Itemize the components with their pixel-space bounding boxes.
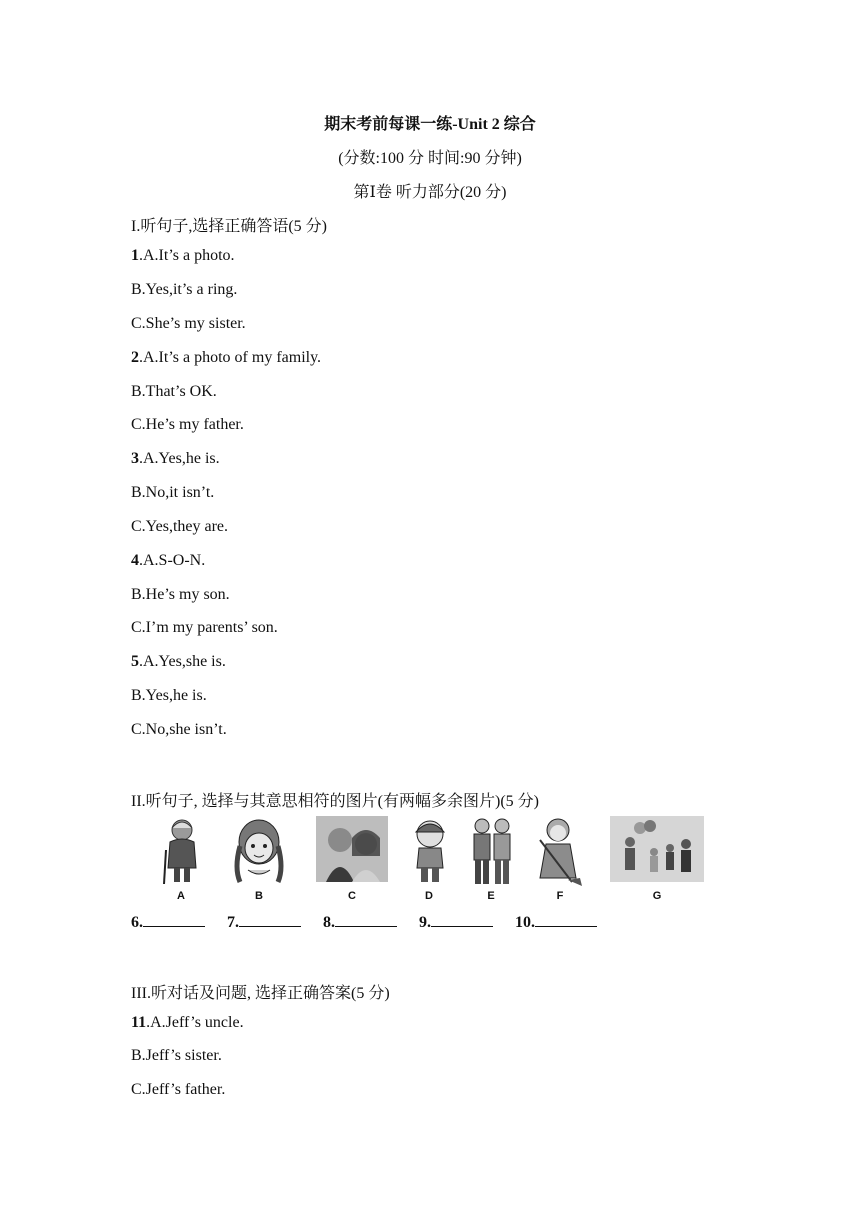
section-3-heading: III.听对话及问题, 选择正确答案(5 分) bbox=[131, 985, 390, 1002]
question-number: 4 bbox=[131, 552, 139, 569]
question-number: 11 bbox=[131, 1014, 147, 1031]
question-4-option-c: C.I’m my parents’ son. bbox=[131, 619, 278, 636]
option-text: .A.It’s a photo. bbox=[139, 247, 235, 264]
picture-label-a: A bbox=[177, 890, 185, 902]
question-4-option-a bbox=[131, 552, 205, 570]
part-heading: 第Ⅰ卷 听力部分(20 分) bbox=[353, 184, 507, 201]
picture-label-e: E bbox=[487, 890, 495, 902]
question-3-option-c: C.Yes,they are. bbox=[131, 518, 229, 535]
question-11-option-a bbox=[131, 1014, 244, 1032]
question-number: 5 bbox=[131, 653, 139, 670]
picture-label-b: B bbox=[255, 890, 263, 902]
question-2-option-c: C.He’s my father. bbox=[131, 416, 244, 433]
two-men-picture bbox=[468, 816, 516, 888]
answer-blank-6[interactable] bbox=[143, 912, 205, 927]
option-text: .A.Yes,she is. bbox=[139, 653, 226, 670]
answer-number-10: 10. bbox=[515, 914, 535, 931]
old-man-picture bbox=[158, 816, 204, 886]
question-3-option-b: B.No,it isn’t. bbox=[131, 484, 215, 501]
family-scene-picture bbox=[610, 816, 704, 886]
page-title: 期末考前每课一练-Unit 2 综合 bbox=[324, 116, 536, 133]
question-5-option-c: C.No,she isn’t. bbox=[131, 721, 227, 738]
old-woman-picture bbox=[532, 816, 588, 888]
picture-label-d: D bbox=[425, 890, 433, 902]
option-text: .A.It’s a photo of my family. bbox=[139, 349, 322, 366]
picture-label-f: F bbox=[556, 890, 564, 902]
question-number: 2 bbox=[131, 349, 139, 366]
question-11-option-c: C.Jeff’s father. bbox=[131, 1081, 226, 1098]
girl-picture bbox=[226, 816, 292, 886]
question-2-option-b: B.That’s OK. bbox=[131, 383, 217, 400]
answer-number-6: 6. bbox=[131, 914, 143, 931]
couple-photo-picture bbox=[316, 816, 388, 886]
answer-number-8: 8. bbox=[323, 914, 335, 931]
question-3-option-a bbox=[131, 450, 220, 468]
question-2-option-a bbox=[131, 349, 321, 367]
boy-picture bbox=[405, 816, 455, 886]
question-number: 3 bbox=[131, 450, 139, 467]
score-time-line: (分数:100 分 时间:90 分钟) bbox=[338, 150, 522, 167]
section-1-heading: I.听句子,选择正确答语(5 分) bbox=[131, 218, 327, 235]
answer-blank-8[interactable] bbox=[335, 912, 397, 927]
question-1-option-b: B.Yes,it’s a ring. bbox=[131, 281, 238, 298]
question-number: 1 bbox=[131, 247, 139, 264]
question-5-option-a bbox=[131, 653, 226, 671]
picture-label-c: C bbox=[348, 890, 356, 902]
picture-options bbox=[150, 816, 710, 911]
option-text: .A.Jeff’s uncle. bbox=[146, 1014, 244, 1031]
option-text: .A.Yes,he is. bbox=[139, 450, 220, 467]
answer-blank-9[interactable] bbox=[431, 912, 493, 927]
question-11-option-b: B.Jeff’s sister. bbox=[131, 1047, 222, 1064]
option-text: .A.S-O-N. bbox=[139, 552, 206, 569]
answer-blank-10[interactable] bbox=[535, 912, 597, 927]
question-4-option-b: B.He’s my son. bbox=[131, 586, 230, 603]
question-1-option-c: C.She’s my sister. bbox=[131, 315, 246, 332]
question-1-option-a bbox=[131, 247, 235, 265]
answer-number-9: 9. bbox=[419, 914, 431, 931]
answer-number-7: 7. bbox=[227, 914, 239, 931]
section-2-heading: II.听句子, 选择与其意思相符的图片(有两幅多余图片)(5 分) bbox=[131, 793, 539, 810]
question-5-option-b: B.Yes,he is. bbox=[131, 687, 207, 704]
answer-blanks-row bbox=[131, 912, 597, 932]
answer-blank-7[interactable] bbox=[239, 912, 301, 927]
picture-label-g: G bbox=[652, 890, 662, 902]
